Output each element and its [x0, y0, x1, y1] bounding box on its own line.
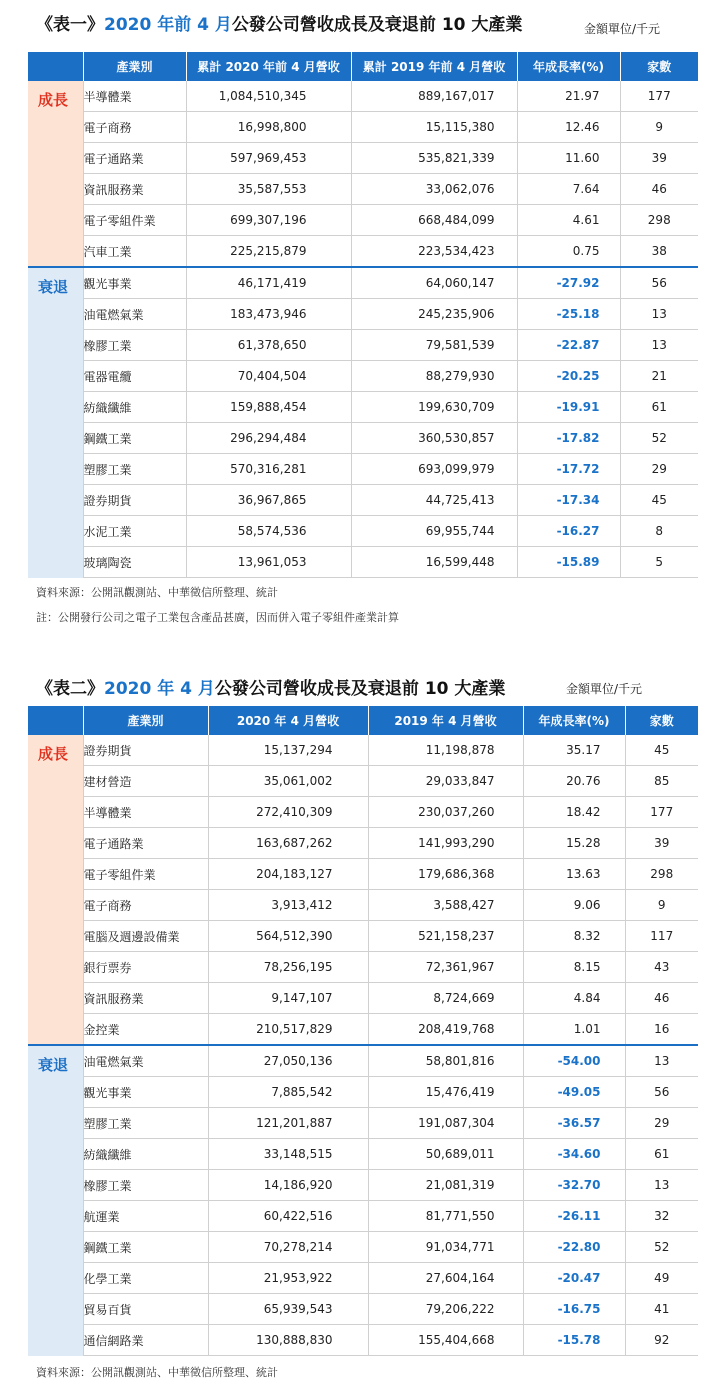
count-cell: 45 [625, 735, 698, 766]
growth-rate-cell: 4.84 [523, 983, 625, 1014]
table2-title-suffix: 公發公司營收成長及衰退前 10 大產業 [214, 679, 506, 699]
count-cell: 39 [620, 143, 698, 174]
growth-rate-cell: 35.17 [523, 735, 625, 766]
growth-rate-cell: -15.78 [523, 1325, 625, 1356]
rev2020-cell: 70,404,504 [186, 361, 351, 392]
growth-rate-cell: 8.32 [523, 921, 625, 952]
table-row [28, 454, 698, 485]
rev2020-cell: 121,201,887 [208, 1108, 368, 1139]
industry-cell: 紡織纖維 [83, 392, 186, 423]
industry-cell: 航運業 [83, 1201, 208, 1232]
industry-cell: 通信網路業 [83, 1325, 208, 1356]
table2-source: 資料來源：公開訊觀測站、中華徵信所整理、統計 [36, 1366, 278, 1379]
count-cell: 13 [620, 299, 698, 330]
growth-rate-cell: 11.60 [517, 143, 620, 174]
rev2019-cell: 16,599,448 [351, 547, 517, 578]
growth-rate-cell: 1.01 [523, 1014, 625, 1046]
rev2019-cell: 29,033,847 [368, 766, 523, 797]
count-cell: 177 [625, 797, 698, 828]
count-cell: 8 [620, 516, 698, 547]
rev2019-cell: 81,771,550 [368, 1201, 523, 1232]
rev2020-cell: 130,888,830 [208, 1325, 368, 1356]
growth-group-label: 成長 [28, 735, 83, 1045]
table-row [28, 828, 698, 859]
count-cell: 56 [620, 267, 698, 299]
rev2020-cell: 21,953,922 [208, 1263, 368, 1294]
industry-cell: 證券期貨 [83, 485, 186, 516]
rev2020-cell: 16,998,800 [186, 112, 351, 143]
table-row [28, 735, 698, 766]
rev2019-cell: 360,530,857 [351, 423, 517, 454]
count-cell: 16 [625, 1014, 698, 1046]
rev2019-cell: 889,167,017 [351, 81, 517, 112]
count-cell: 56 [625, 1077, 698, 1108]
rev2019-cell: 245,235,906 [351, 299, 517, 330]
growth-rate-cell: 15.28 [523, 828, 625, 859]
rev2020-cell: 60,422,516 [208, 1201, 368, 1232]
growth-rate-cell: -26.11 [523, 1201, 625, 1232]
count-cell: 46 [625, 983, 698, 1014]
table1-title [36, 10, 522, 35]
growth-rate-cell: 13.63 [523, 859, 625, 890]
table1-header-industry: 產業別 [83, 52, 186, 81]
count-cell: 177 [620, 81, 698, 112]
growth-rate-cell: 7.64 [517, 174, 620, 205]
industry-cell: 塑膠工業 [83, 454, 186, 485]
growth-rate-cell: -22.80 [523, 1232, 625, 1263]
industry-cell: 半導體業 [83, 81, 186, 112]
table-row [28, 485, 698, 516]
decline-group-label: 衰退 [28, 267, 83, 578]
table1-section [0, 0, 724, 624]
industry-cell: 塑膠工業 [83, 1108, 208, 1139]
count-cell: 21 [620, 361, 698, 392]
industry-cell: 電子零組件業 [83, 205, 186, 236]
industry-cell: 電子零組件業 [83, 859, 208, 890]
count-cell: 5 [620, 547, 698, 578]
rev2020-cell: 225,215,879 [186, 236, 351, 268]
table-row [28, 1294, 698, 1325]
rev2020-cell: 35,587,553 [186, 174, 351, 205]
count-cell: 46 [620, 174, 698, 205]
growth-rate-cell: -25.18 [517, 299, 620, 330]
growth-rate-cell: 21.97 [517, 81, 620, 112]
rev2020-cell: 597,969,453 [186, 143, 351, 174]
rev2019-cell: 64,060,147 [351, 267, 517, 299]
growth-rate-cell: -20.25 [517, 361, 620, 392]
table-row [28, 1201, 698, 1232]
growth-rate-cell: 20.76 [523, 766, 625, 797]
rev2019-cell: 69,955,744 [351, 516, 517, 547]
rev2019-cell: 33,062,076 [351, 174, 517, 205]
rev2019-cell: 88,279,930 [351, 361, 517, 392]
rev2019-cell: 191,087,304 [368, 1108, 523, 1139]
industry-cell: 證券期貨 [83, 735, 208, 766]
rev2020-cell: 296,294,484 [186, 423, 351, 454]
rev2020-cell: 183,473,946 [186, 299, 351, 330]
rev2020-cell: 13,961,053 [186, 547, 351, 578]
growth-rate-cell: 0.75 [517, 236, 620, 268]
table-row [28, 921, 698, 952]
decline-group-label: 衰退 [28, 1045, 83, 1356]
table1-header-row [28, 52, 698, 81]
growth-rate-cell: -17.72 [517, 454, 620, 485]
table2-unit: 金額單位/千元 [566, 682, 643, 696]
growth-rate-cell: -32.70 [523, 1170, 625, 1201]
table2-title-highlight: 2020 年 4 月 [104, 679, 215, 699]
count-cell: 52 [625, 1232, 698, 1263]
table-row [28, 361, 698, 392]
table-row [28, 1232, 698, 1263]
table1-title-prefix: 《表一》 [36, 15, 104, 35]
growth-group-label: 成長 [28, 81, 83, 267]
rev2019-cell: 8,724,669 [368, 983, 523, 1014]
table2-title-row [0, 668, 724, 704]
count-cell: 29 [625, 1108, 698, 1139]
rev2019-cell: 72,361,967 [368, 952, 523, 983]
table2-header-industry: 產業別 [83, 706, 208, 735]
industry-cell: 鋼鐵工業 [83, 423, 186, 454]
table-row [28, 1170, 698, 1201]
table2 [28, 706, 698, 1356]
rev2019-cell: 91,034,771 [368, 1232, 523, 1263]
industry-cell: 玻璃陶瓷 [83, 547, 186, 578]
table-row [28, 859, 698, 890]
industry-cell: 電器電纜 [83, 361, 186, 392]
count-cell: 45 [620, 485, 698, 516]
table1-header-rev2020: 累計 2020 年前 4 月營收 [186, 52, 351, 81]
table2-section [0, 668, 724, 1379]
rev2020-cell: 570,316,281 [186, 454, 351, 485]
industry-cell: 電子通路業 [83, 143, 186, 174]
count-cell: 29 [620, 454, 698, 485]
rev2020-cell: 564,512,390 [208, 921, 368, 952]
growth-rate-cell: 4.61 [517, 205, 620, 236]
table-row [28, 236, 698, 268]
growth-rate-cell: -16.75 [523, 1294, 625, 1325]
industry-cell: 電子商務 [83, 112, 186, 143]
rev2020-cell: 65,939,543 [208, 1294, 368, 1325]
table-row [28, 1014, 698, 1046]
table-row [28, 423, 698, 454]
rev2020-cell: 3,913,412 [208, 890, 368, 921]
count-cell: 9 [625, 890, 698, 921]
count-cell: 13 [625, 1045, 698, 1077]
rev2020-cell: 14,186,920 [208, 1170, 368, 1201]
rev2019-cell: 21,081,319 [368, 1170, 523, 1201]
table1-header-count: 家數 [620, 52, 698, 81]
industry-cell: 半導體業 [83, 797, 208, 828]
table1-header-growth-rate: 年成長率(%) [517, 52, 620, 81]
industry-cell: 鋼鐵工業 [83, 1232, 208, 1263]
growth-rate-cell: -20.47 [523, 1263, 625, 1294]
rev2019-cell: 79,581,539 [351, 330, 517, 361]
count-cell: 61 [625, 1139, 698, 1170]
rev2019-cell: 521,158,237 [368, 921, 523, 952]
table1-title-row [0, 0, 724, 36]
table-row [28, 890, 698, 921]
table1-header-rev2019: 累計 2019 年前 4 月營收 [351, 52, 517, 81]
growth-rate-cell: -19.91 [517, 392, 620, 423]
rev2020-cell: 210,517,829 [208, 1014, 368, 1046]
rev2019-cell: 208,419,768 [368, 1014, 523, 1046]
count-cell: 9 [620, 112, 698, 143]
rev2019-cell: 535,821,339 [351, 143, 517, 174]
rev2019-cell: 179,686,368 [368, 859, 523, 890]
rev2019-cell: 15,476,419 [368, 1077, 523, 1108]
rev2019-cell: 230,037,260 [368, 797, 523, 828]
table1-header-group [28, 52, 83, 81]
industry-cell: 電腦及週邊設備業 [83, 921, 208, 952]
rev2020-cell: 204,183,127 [208, 859, 368, 890]
growth-rate-cell: -15.89 [517, 547, 620, 578]
table2-header-rev2019: 2019 年 4 月營收 [368, 706, 523, 735]
table-row [28, 1139, 698, 1170]
industry-cell: 油電燃氣業 [83, 299, 186, 330]
count-cell: 38 [620, 236, 698, 268]
rev2020-cell: 7,885,542 [208, 1077, 368, 1108]
growth-rate-cell: -22.87 [517, 330, 620, 361]
industry-cell: 資訊服務業 [83, 983, 208, 1014]
count-cell: 92 [625, 1325, 698, 1356]
rev2020-cell: 163,687,262 [208, 828, 368, 859]
rev2019-cell: 141,993,290 [368, 828, 523, 859]
table2-header-rev2020: 2020 年 4 月營收 [208, 706, 368, 735]
rev2020-cell: 78,256,195 [208, 952, 368, 983]
table2-header-count: 家數 [625, 706, 698, 735]
table1-unit: 金額單位/千元 [584, 22, 661, 36]
industry-cell: 油電燃氣業 [83, 1045, 208, 1077]
growth-rate-cell: -34.60 [523, 1139, 625, 1170]
rev2020-cell: 33,148,515 [208, 1139, 368, 1170]
rev2019-cell: 11,198,878 [368, 735, 523, 766]
rev2020-cell: 699,307,196 [186, 205, 351, 236]
industry-cell: 水泥工業 [83, 516, 186, 547]
table-row [28, 1045, 698, 1077]
rev2019-cell: 44,725,413 [351, 485, 517, 516]
table-row [28, 952, 698, 983]
table-row [28, 1108, 698, 1139]
rev2020-cell: 58,574,536 [186, 516, 351, 547]
count-cell: 49 [625, 1263, 698, 1294]
growth-rate-cell: -27.92 [517, 267, 620, 299]
count-cell: 13 [625, 1170, 698, 1201]
rev2019-cell: 27,604,164 [368, 1263, 523, 1294]
rev2020-cell: 46,171,419 [186, 267, 351, 299]
industry-cell: 電子商務 [83, 890, 208, 921]
table-row [28, 330, 698, 361]
table1-source: 資料來源：公開訊觀測站、中華徵信所整理、統計 [36, 586, 278, 599]
industry-cell: 汽車工業 [83, 236, 186, 268]
growth-rate-cell: 12.46 [517, 112, 620, 143]
rev2020-cell: 9,147,107 [208, 983, 368, 1014]
count-cell: 117 [625, 921, 698, 952]
table1 [28, 52, 698, 578]
industry-cell: 橡膠工業 [83, 1170, 208, 1201]
rev2019-cell: 15,115,380 [351, 112, 517, 143]
table2-header-row [28, 706, 698, 735]
industry-cell: 觀光事業 [83, 1077, 208, 1108]
rev2019-cell: 668,484,099 [351, 205, 517, 236]
table2-header-group [28, 706, 83, 735]
rev2020-cell: 1,084,510,345 [186, 81, 351, 112]
table-row [28, 766, 698, 797]
table-row [28, 1263, 698, 1294]
industry-cell: 觀光事業 [83, 267, 186, 299]
count-cell: 43 [625, 952, 698, 983]
count-cell: 13 [620, 330, 698, 361]
growth-rate-cell: -54.00 [523, 1045, 625, 1077]
table-row [28, 983, 698, 1014]
table-row [28, 205, 698, 236]
count-cell: 298 [620, 205, 698, 236]
table-row [28, 267, 698, 299]
industry-cell: 化學工業 [83, 1263, 208, 1294]
growth-rate-cell: 18.42 [523, 797, 625, 828]
table-row [28, 1077, 698, 1108]
count-cell: 298 [625, 859, 698, 890]
industry-cell: 貿易百貨 [83, 1294, 208, 1325]
growth-rate-cell: 8.15 [523, 952, 625, 983]
table2-title-prefix: 《表二》 [36, 679, 104, 699]
rev2019-cell: 3,588,427 [368, 890, 523, 921]
industry-cell: 紡織纖維 [83, 1139, 208, 1170]
industry-cell: 銀行票券 [83, 952, 208, 983]
table1-title-highlight: 2020 年前 4 月 [104, 15, 232, 35]
rev2020-cell: 15,137,294 [208, 735, 368, 766]
count-cell: 61 [620, 392, 698, 423]
table2-title [36, 674, 505, 699]
table-row [28, 112, 698, 143]
industry-cell: 電子通路業 [83, 828, 208, 859]
industry-cell: 橡膠工業 [83, 330, 186, 361]
table-row [28, 392, 698, 423]
rev2019-cell: 155,404,668 [368, 1325, 523, 1356]
table-row [28, 174, 698, 205]
table1-title-suffix: 公發公司營收成長及衰退前 10 大產業 [231, 15, 523, 35]
growth-rate-cell: -17.34 [517, 485, 620, 516]
rev2019-cell: 199,630,709 [351, 392, 517, 423]
rev2020-cell: 36,967,865 [186, 485, 351, 516]
table-row [28, 143, 698, 174]
count-cell: 41 [625, 1294, 698, 1325]
rev2020-cell: 272,410,309 [208, 797, 368, 828]
rev2019-cell: 79,206,222 [368, 1294, 523, 1325]
rev2020-cell: 159,888,454 [186, 392, 351, 423]
industry-cell: 資訊服務業 [83, 174, 186, 205]
table-row [28, 81, 698, 112]
industry-cell: 建材營造 [83, 766, 208, 797]
industry-cell: 金控業 [83, 1014, 208, 1046]
table-row [28, 516, 698, 547]
table1-footnote: 註：公開發行公司之電子工業包含產品甚廣，因而併入電子零組件產業計算 [36, 611, 399, 624]
growth-rate-cell: -17.82 [517, 423, 620, 454]
growth-rate-cell: -16.27 [517, 516, 620, 547]
count-cell: 52 [620, 423, 698, 454]
table-row [28, 1325, 698, 1356]
growth-rate-cell: 9.06 [523, 890, 625, 921]
growth-rate-cell: -49.05 [523, 1077, 625, 1108]
rev2019-cell: 223,534,423 [351, 236, 517, 268]
rev2019-cell: 693,099,979 [351, 454, 517, 485]
rev2020-cell: 27,050,136 [208, 1045, 368, 1077]
growth-rate-cell: -36.57 [523, 1108, 625, 1139]
table-row [28, 547, 698, 578]
table-row [28, 797, 698, 828]
table2-header-growth-rate: 年成長率(%) [523, 706, 625, 735]
rev2019-cell: 50,689,011 [368, 1139, 523, 1170]
count-cell: 39 [625, 828, 698, 859]
rev2020-cell: 70,278,214 [208, 1232, 368, 1263]
count-cell: 32 [625, 1201, 698, 1232]
table-row [28, 299, 698, 330]
rev2020-cell: 35,061,002 [208, 766, 368, 797]
rev2020-cell: 61,378,650 [186, 330, 351, 361]
count-cell: 85 [625, 766, 698, 797]
rev2019-cell: 58,801,816 [368, 1045, 523, 1077]
